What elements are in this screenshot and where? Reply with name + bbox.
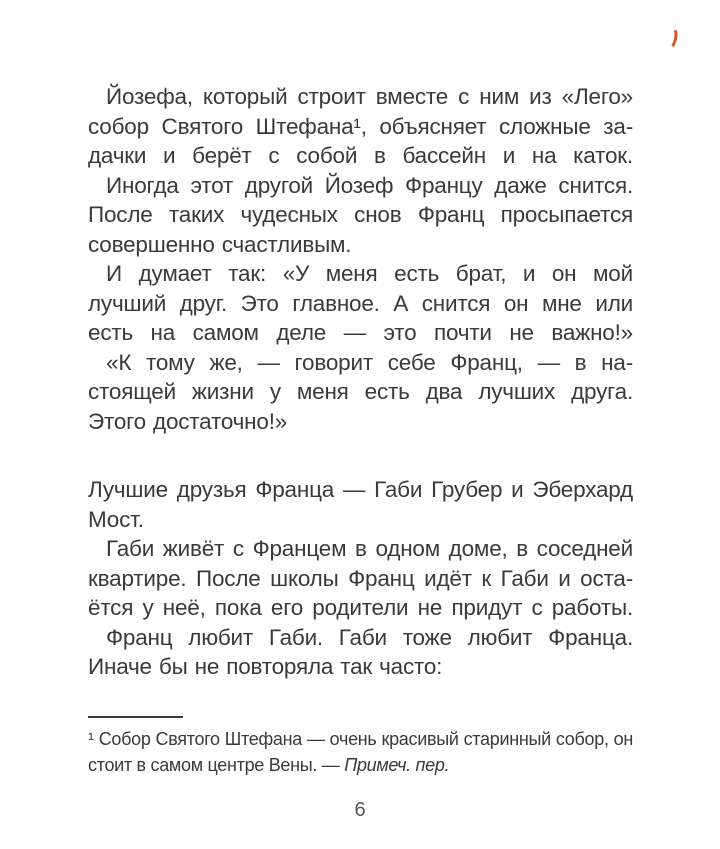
text-line: есть на самом деле — это почти не важно!» [88, 320, 633, 345]
text-section [88, 82, 633, 436]
footnote-segment: стоит в самом центре Вены. — [88, 755, 345, 775]
paragraph [88, 348, 633, 437]
text-line: дачки и берёт с собой в бассейн и на каток. [88, 143, 633, 168]
red-ink-mark [670, 30, 678, 47]
text-line: Лучшие друзья Франца — Габи Грубер и Эберхард [88, 477, 633, 502]
paragraph [88, 82, 633, 171]
paragraph [88, 623, 633, 682]
page-text [88, 82, 633, 682]
text-line: Мост. [88, 506, 144, 532]
footnote-text [88, 726, 633, 778]
text-line: совершенно счастливым. [88, 231, 352, 257]
footnote [88, 716, 633, 778]
footnote-line [88, 726, 633, 752]
text-line: стоящей жизни у меня есть два лучших друга. [88, 379, 633, 404]
text-line: лучший друг. Это главное. А снится он мне или [88, 290, 633, 316]
paragraph [88, 259, 633, 348]
footnote-line [88, 752, 633, 778]
text-line: ётся у неё, пока его родители не придут с работы. [88, 595, 633, 620]
text-line: «К тому же, — говорит себе Франц, — в на- [106, 349, 633, 375]
text-line: собор Святого Штефана¹, объясняет сложные за- [88, 113, 633, 139]
paragraph [88, 475, 633, 534]
footnote-separator [88, 716, 183, 718]
text-line: И думает так: «У меня есть брат, и он мой [106, 261, 633, 286]
text-section [88, 475, 633, 682]
section-spacer [88, 436, 633, 475]
footnote-translator-note: Примеч. пер. [344, 755, 450, 775]
footnote-segment: ¹ Собор Святого Штефана — очень красивый старинный собор, он [88, 729, 633, 749]
text-line: Франц любит Габи. Габи тоже любит Франца. [106, 624, 633, 650]
text-line: квартире. После школы Франц идёт к Габи и оста- [88, 565, 633, 591]
text-line: Габи живёт с Францем в одном доме, в соседней [106, 536, 633, 561]
paragraph [88, 534, 633, 623]
text-line: После таких чудесных снов Франц просыпается [88, 202, 633, 227]
text-line: Этого достаточно!» [88, 408, 288, 434]
text-line: Йозефа, который строит вместе с ним из «Лего» [106, 84, 633, 109]
text-line: Иногда этот другой Йозеф Францу даже снится. [106, 172, 633, 198]
paragraph [88, 171, 633, 260]
red-ink-mark-stroke [673, 32, 676, 46]
page-number: 6 [354, 799, 366, 821]
text-line: Иначе бы не повторяла так часто: [88, 654, 443, 679]
